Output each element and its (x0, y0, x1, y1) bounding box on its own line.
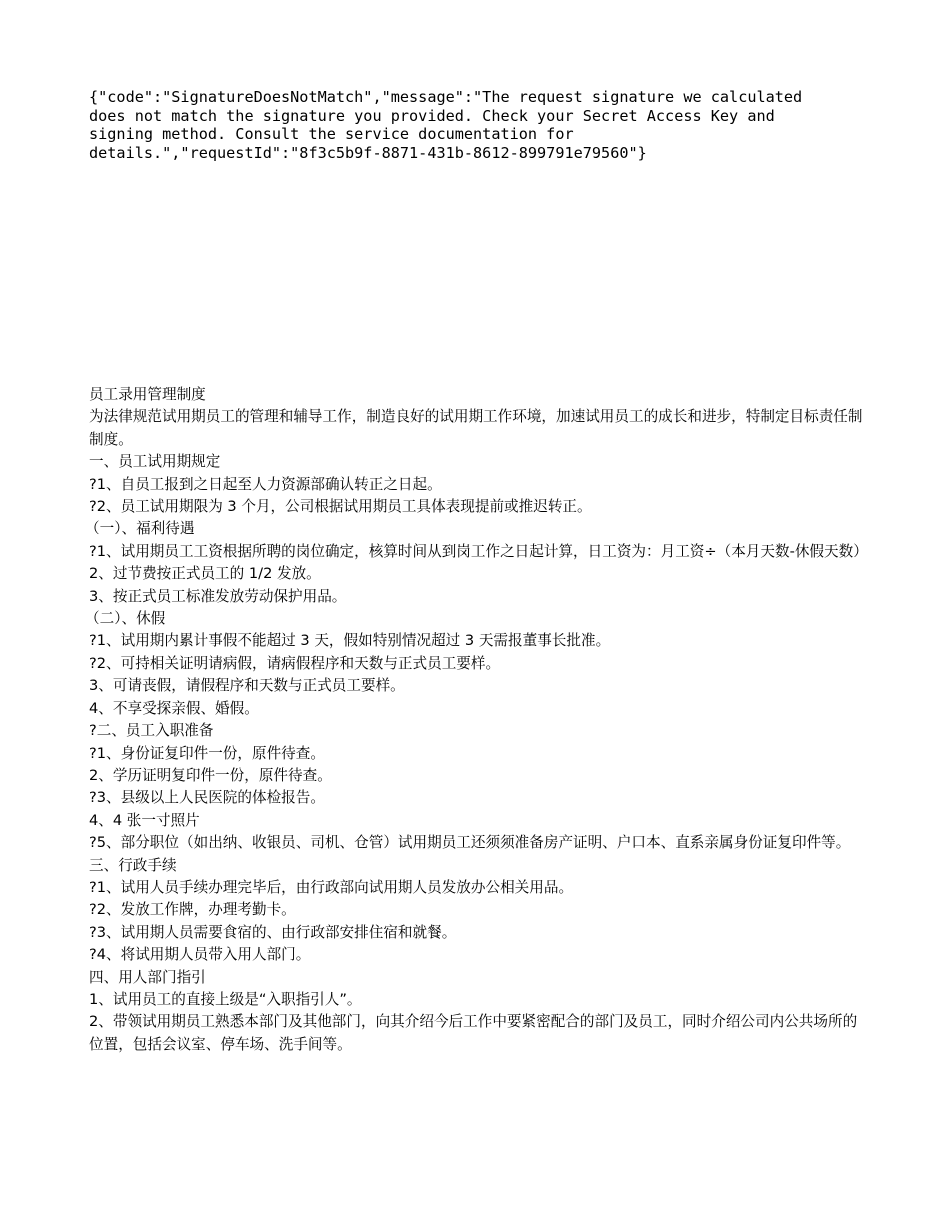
paragraph: ?4、将试用期人员带入用人部门。 (89, 946, 311, 964)
section-heading: 一、员工试用期规定 (89, 453, 221, 471)
paragraph: 2、学历证明复印件一份，原件待查。 (89, 766, 332, 784)
paragraph: 4、不享受探亲假、婚假。 (89, 699, 259, 717)
intro-paragraph: 为法律规范试用期员工的管理和辅导工作，制造良好的试用期工作环境，加速试用员工的成长和进步，特制定目标责任制制度。 (89, 408, 863, 448)
document-body (85, 384, 868, 1056)
paragraph: ?2、员工试用期限为 3 个月，公司根据试用期员工具体表现提前或推迟转正。 (89, 498, 592, 516)
section-heading: 四、用人部门指引 (89, 968, 206, 986)
paragraph: 4、4 张一寸照片 (89, 811, 200, 829)
paragraph: ?1、自员工报到之日起至人力资源部确认转正之日起。 (89, 475, 442, 493)
paragraph: 3、可请丧假，请假程序和天数与正式员工要样。 (89, 677, 405, 695)
section-heading: 三、行政手续 (89, 856, 177, 874)
paragraph: ?3、县级以上人民医院的体检报告。 (89, 789, 325, 807)
paragraph: ?1、试用期员工工资根据所聘的岗位确定，核算时间从到岗工作之日起计算，日工资为：月工资÷（本月天数-休假天数） (89, 542, 868, 560)
error-response-text: {"code":"SignatureDoesNotMatch","message":"The request signature we calculated does not match the signature you provided. Check your Secret Access Key and signing method. Consult the service documentation for details.","requestId":"8f3c5b9f-8871-431b-8612-899791e79560"} (89, 88, 803, 162)
paragraph: ?1、身份证复印件一份，原件待查。 (89, 744, 325, 762)
paragraph: ?5、部分职位（如出纳、收银员、司机、仓管）试用期员工还须须准备房产证明、户口本、直系亲属身份证复印件等。 (89, 834, 851, 852)
paragraph: 1、试用员工的直接上级是“入职指引人”。 (89, 990, 362, 1008)
subsection-heading: （二）、休假 (85, 610, 166, 628)
section-heading: ?二、员工入职准备 (89, 722, 214, 740)
paragraph: ?1、试用人员手续办理完毕后，由行政部向试用期人员发放办公相关用品。 (89, 878, 574, 896)
paragraph: 3、按正式员工标准发放劳动保护用品。 (89, 587, 347, 605)
subsection-heading: （一）、福利待遇 (85, 520, 195, 538)
paragraph: ?3、试用期人员需要食宿的、由行政部安排住宿和就餐。 (89, 923, 457, 941)
document-title: 员工录用管理制度 (89, 386, 206, 403)
paragraph: ?1、试用期内累计事假不能超过 3 天，假如特别情况超过 3 天需报董事长批准。 (89, 632, 611, 650)
paragraph: 2、过节费按正式员工的 1/2 发放。 (89, 565, 321, 583)
paragraph: 2、带领试用期员工熟悉本部门及其他部门，向其介绍今后工作中要紧密配合的部门及员工，同时介绍公司内公共场所的位置，包括会议室、停车场、洗手间等。 (89, 1013, 858, 1053)
paragraph: ?2、发放工作牌，办理考勤卡。 (89, 901, 296, 919)
paragraph: ?2、可持相关证明请病假，请病假程序和天数与正式员工要样。 (89, 654, 501, 672)
